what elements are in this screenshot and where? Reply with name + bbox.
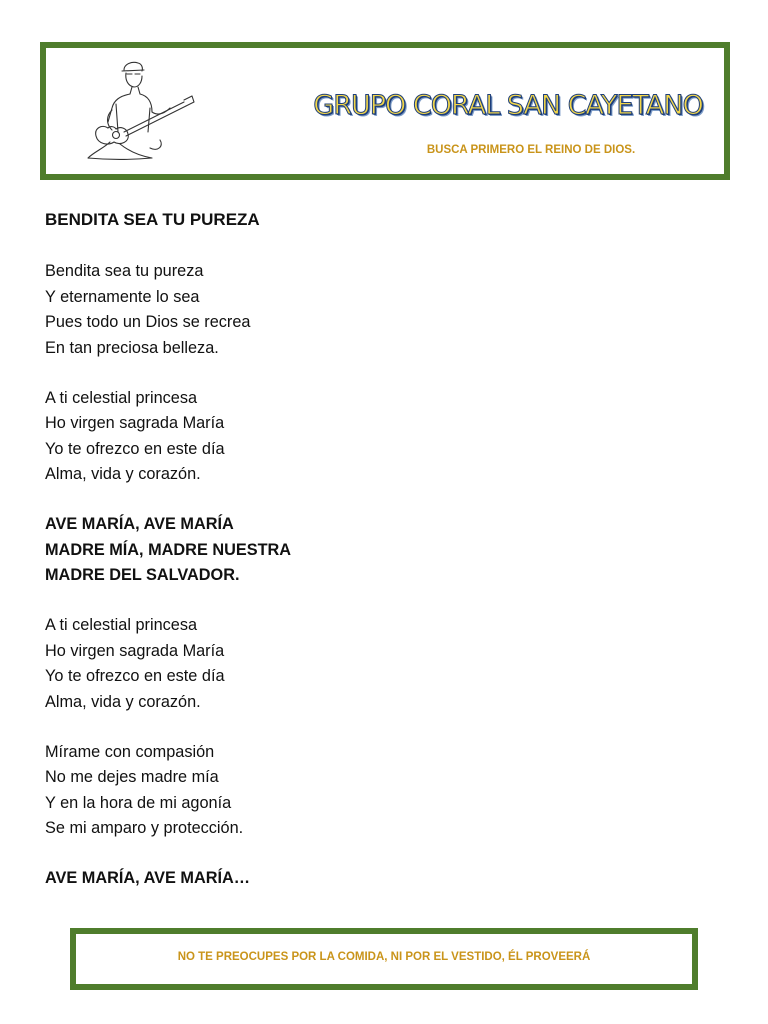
lyric-line: Pues todo un Dios se recrea [45,313,251,331]
chorus-line: AVE MARÍA, AVE MARÍA [45,515,234,533]
lyric-line: A ti celestial princesa [45,616,198,634]
stanza-chorus [45,512,645,589]
chorus-line: MADRE MÍA, MADRE NUESTRA [45,540,292,559]
lyric-line: Mírame con compasión [45,742,215,761]
chorus-line: MADRE DEL SALVADOR. [45,566,240,584]
stanza-verse-3 [45,613,645,715]
lyrics [45,259,645,916]
lyric-line: Y en la hora de mi agonía [45,793,232,812]
lyric-line: No me dejes madre mía [45,768,219,786]
lyric-line: Bendita sea tu pureza [45,262,204,280]
footer-box [70,928,698,990]
chorus-line: AVE MARÍA, AVE MARÍA… [45,869,251,887]
lyric-line: Yo te ofrezco en este día [45,667,225,685]
guitar-player-icon [80,56,200,166]
stanza-verse-1 [45,259,645,361]
song-title: BENDITA SEA TU PUREZA [45,210,260,229]
lyric-line: Ho virgen sagrada María [45,641,225,660]
lyric-line: Ho virgen sagrada María [45,414,225,432]
lyric-line: Alma, vida y corazón. [45,692,201,711]
lyric-line: Y eternamente lo sea [45,287,200,306]
lyric-line: Se mi amparo y protección. [45,819,244,837]
stanza-verse-4 [45,740,645,842]
lyric-line: Alma, vida y corazón. [45,465,201,483]
stanza-chorus-repeat [45,866,645,892]
footer-text: NO TE PREOCUPES POR LA COMIDA, NI POR EL VESTIDO, ÉL PROVEERÁ [177,951,591,963]
header-box [40,42,730,180]
choir-name: GRUPO CORAL SAN CAYETANO [313,90,703,121]
lyric-line: En tan preciosa belleza. [45,338,219,357]
lyric-line: Yo te ofrezco en este día [45,439,225,458]
motto: BUSCA PRIMERO EL REINO DE DIOS. [426,144,636,156]
lyric-line: A ti celestial princesa [45,388,198,407]
stanza-verse-2 [45,386,645,488]
